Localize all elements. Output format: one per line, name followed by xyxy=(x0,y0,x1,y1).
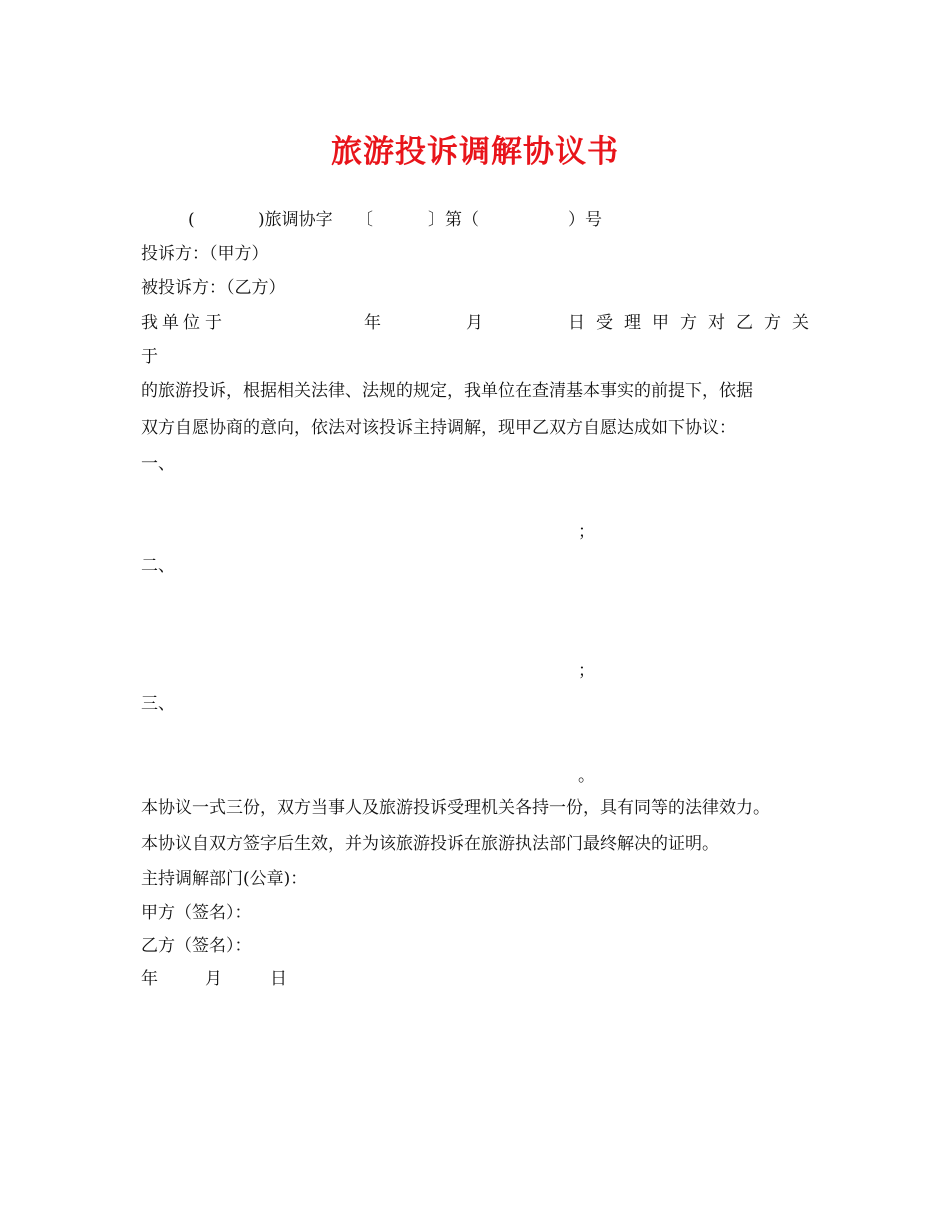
intro-word: 受 xyxy=(596,313,613,333)
intro-word: 年 xyxy=(364,313,381,333)
ref-number-suffix: ）号 xyxy=(568,210,602,230)
intro-word: 理 xyxy=(624,313,641,333)
item-end-mark: 。 xyxy=(578,766,595,786)
intro-word: 于 xyxy=(205,313,222,333)
effect-clause: 本协议自双方签字后生效，并为该旅游投诉在旅游执法部门最终解决的证明。 xyxy=(141,834,719,854)
party-a-signature-label: 甲方（签名）： xyxy=(141,903,252,923)
intro-word: 关 xyxy=(792,313,809,333)
intro-word: 乙 xyxy=(736,313,753,333)
intro-word: 日 xyxy=(568,313,585,333)
intro-word: 位 xyxy=(183,313,200,333)
mediator-seal-label: 主持调解部门(公章)： xyxy=(141,869,308,889)
intro-word: 我 xyxy=(141,313,158,333)
document-title: 旅游投诉调解协议书 xyxy=(331,134,619,170)
date-year: 年 xyxy=(141,969,158,989)
intro-word: 月 xyxy=(466,313,483,333)
intro-word: 对 xyxy=(708,313,725,333)
item-label: 三、 xyxy=(141,694,175,714)
date-day: 日 xyxy=(270,969,287,989)
ref-bracket-close: 〕第（ xyxy=(428,210,479,230)
intro-word: 甲 xyxy=(652,313,669,333)
ref-agency-label: )旅调协字 xyxy=(258,210,333,230)
intro-wrap: 于 xyxy=(141,347,158,367)
intro-word: 方 xyxy=(764,313,781,333)
intro-word: 方 xyxy=(680,313,697,333)
item-label: 二、 xyxy=(141,556,175,576)
complainant-label: 投诉方：（甲方） xyxy=(141,244,269,264)
ref-open-paren: ( xyxy=(188,210,195,230)
ref-bracket-open: 〔 xyxy=(356,210,373,230)
copies-clause: 本协议一式三份，双方当事人及旅游投诉受理机关各持一份，具有同等的法律效力。 xyxy=(141,798,770,818)
item-end-mark: ； xyxy=(578,522,595,542)
item-end-mark: ； xyxy=(578,661,595,681)
party-b-signature-label: 乙方（签名）： xyxy=(141,936,252,956)
date-month: 月 xyxy=(205,969,222,989)
respondent-label: 被投诉方：（乙方） xyxy=(141,278,286,298)
intro-line-2: 的旅游投诉，根据相关法律、法规的规定，我单位在查清基本事实的前提下，依据 xyxy=(141,381,753,401)
intro-line-3: 双方自愿协商的意向，依法对该投诉主持调解，现甲乙双方自愿达成如下协议： xyxy=(141,418,736,438)
item-label: 一、 xyxy=(141,454,175,474)
intro-word: 单 xyxy=(162,313,179,333)
